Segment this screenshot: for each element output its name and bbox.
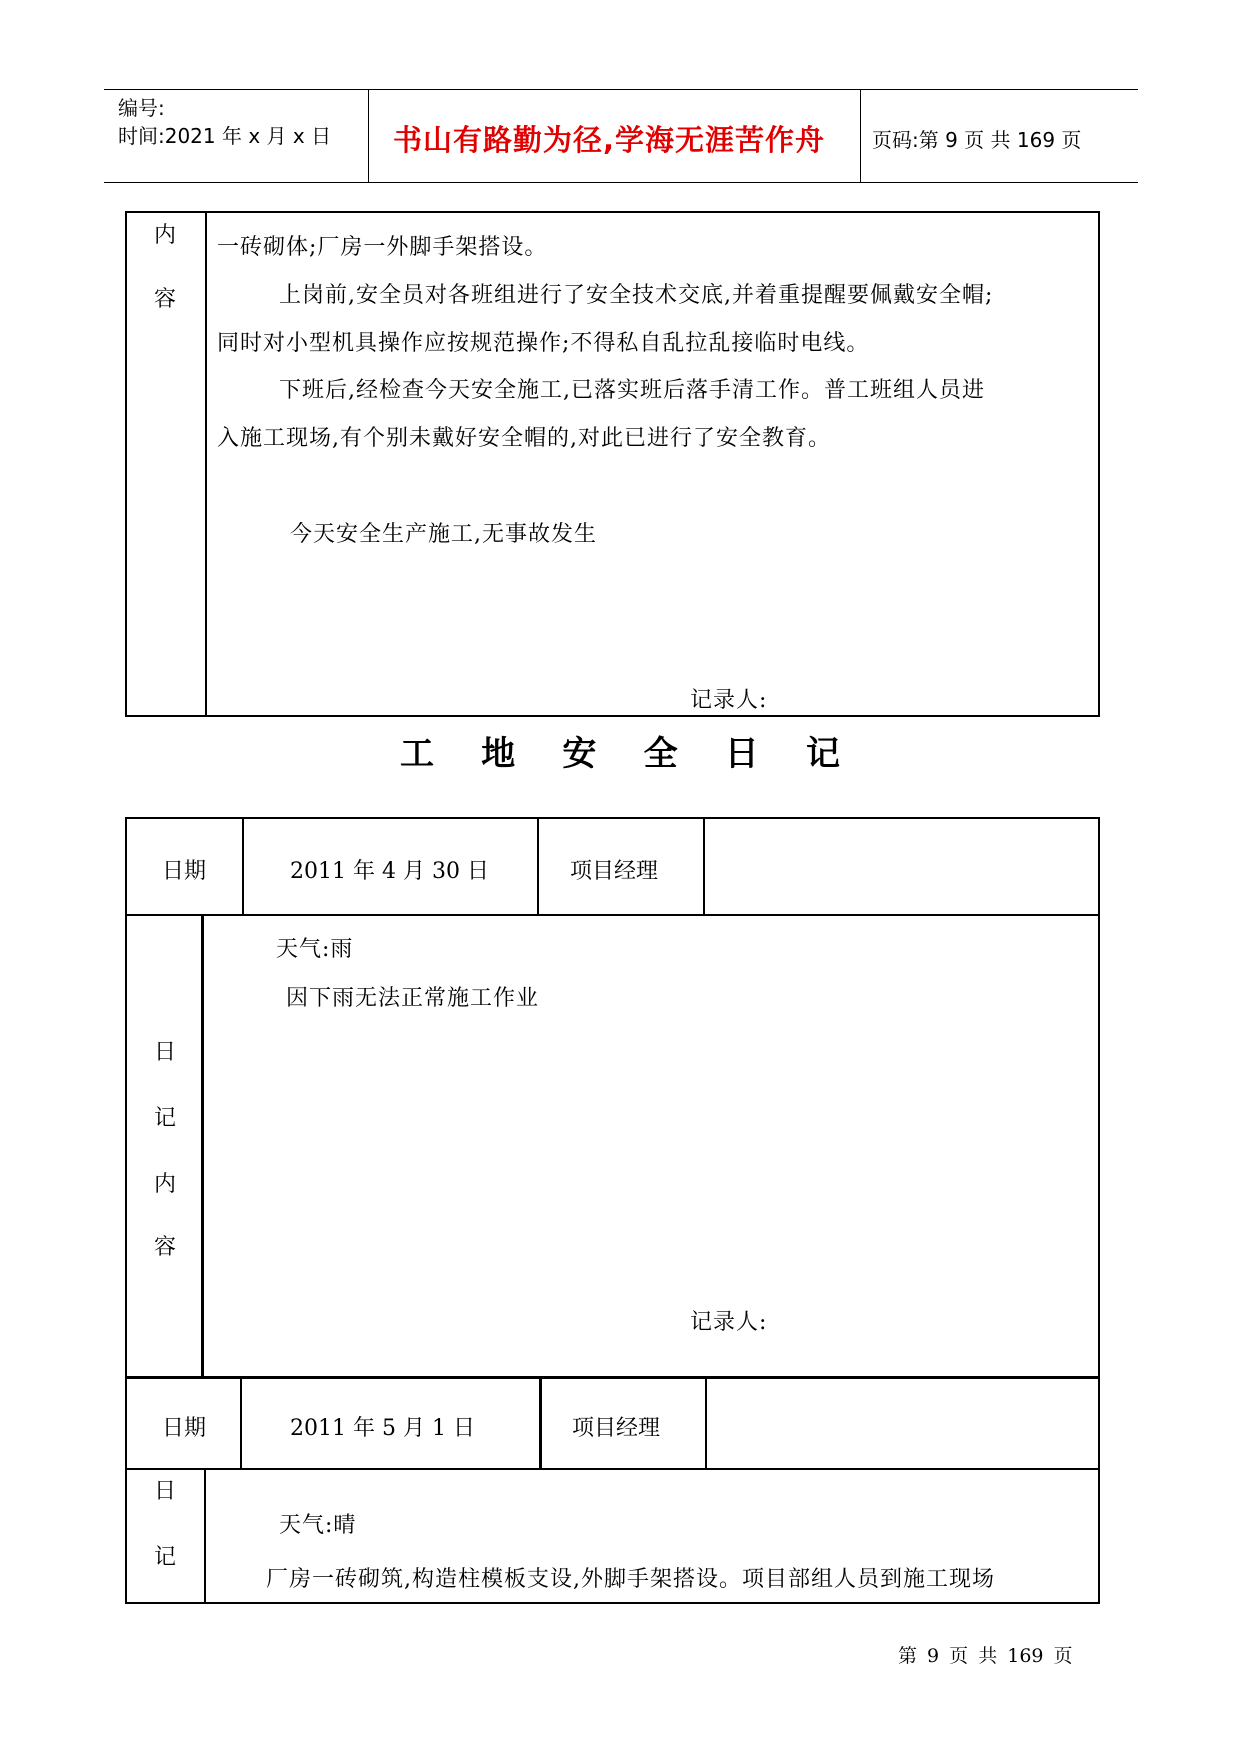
entry2-weather: 天气:晴 (279, 1513, 357, 1538)
entry1-side-char-2: 记 (153, 1106, 176, 1131)
entry2-header-col-3 (705, 1377, 707, 1469)
header-divider-left (368, 89, 369, 183)
entry1-date-label: 日期 (162, 859, 207, 884)
entry2-row-divider (125, 1468, 1100, 1470)
continuation-line-5: 入施工现场,有个别未戴好安全帽的,对此已进行了安全教育。 (217, 426, 831, 451)
entry2-side-char-2: 记 (153, 1545, 176, 1570)
page-code: 页码:第 9 页 共 169 页 (872, 128, 1082, 152)
footer-page-number: 第 9 页 共 169 页 (898, 1645, 1073, 1667)
entry1-date: 2011 年 4 月 30 日 (290, 859, 489, 884)
entry1-header-col-1 (242, 817, 244, 915)
entry1-manager-label: 项目经理 (570, 859, 659, 884)
time-text: 时间:2021 年 x 月 x 日 (118, 124, 332, 148)
entry1-weather: 天气:雨 (276, 937, 354, 962)
entry1-header-col-3 (703, 817, 705, 915)
entry1-side-char-4: 容 (153, 1235, 176, 1260)
entry1-side-col (201, 915, 204, 1378)
continuation-side-label-1: 内 (153, 223, 176, 248)
header-motto: 书山有路勤为径,学海无涯苦作舟 (393, 123, 826, 157)
continuation-side-label-2: 容 (153, 287, 176, 312)
recorder-label-1: 记录人: (690, 688, 768, 713)
entry2-content: 厂房一砖砌筑,构造柱模板支设,外脚手架搭设。项目部组人员到施工现场 (266, 1567, 995, 1592)
entry1-side-char-1: 日 (153, 1040, 176, 1065)
entry2-header-col-2 (539, 1377, 542, 1469)
title-char-3: 安 (562, 734, 597, 774)
title-char-5: 日 (724, 734, 759, 774)
serial-label: 编号: (118, 96, 165, 120)
entry2-date: 2011 年 5 月 1 日 (290, 1416, 475, 1441)
continuation-line-1: 一砖砌体;厂房一外脚手架搭设。 (217, 235, 548, 260)
header-divider-right (860, 89, 861, 183)
continuation-line-2: 上岗前,安全员对各班组进行了安全技术交底,并着重提醒要佩戴安全帽; (279, 283, 994, 308)
entry1-content: 因下雨无法正常施工作业 (286, 986, 540, 1011)
header-top-rule (104, 89, 1138, 90)
page-title (400, 726, 840, 775)
entry1-table (125, 817, 1100, 1378)
entry1-side-char-3: 内 (153, 1172, 176, 1197)
continuation-line-3: 同时对小型机具操作应按规范操作;不得私自乱拉乱接临时电线。 (217, 331, 870, 356)
title-char-1: 工 (400, 734, 434, 774)
entry2-date-label: 日期 (162, 1416, 207, 1441)
title-char-2: 地 (481, 734, 516, 774)
title-char-6: 记 (805, 734, 840, 774)
entry2-header-col-1 (240, 1377, 242, 1469)
continuation-col-divider (205, 211, 207, 717)
entry1-row-divider (125, 914, 1100, 916)
title-char-4: 全 (643, 734, 678, 774)
header-bottom-rule (104, 182, 1138, 183)
entry2-manager-label: 项目经理 (572, 1416, 661, 1441)
recorder-label-2: 记录人: (690, 1310, 768, 1335)
continuation-line-4: 下班后,经检查今天安全施工,已落实班后落手清工作。普工班组人员进 (279, 378, 985, 403)
entry2-side-char-1: 日 (153, 1479, 176, 1504)
entry1-header-col-2 (537, 817, 539, 915)
entry2-side-col (204, 1469, 206, 1604)
safety-summary: 今天安全生产施工,无事故发生 (290, 522, 597, 547)
